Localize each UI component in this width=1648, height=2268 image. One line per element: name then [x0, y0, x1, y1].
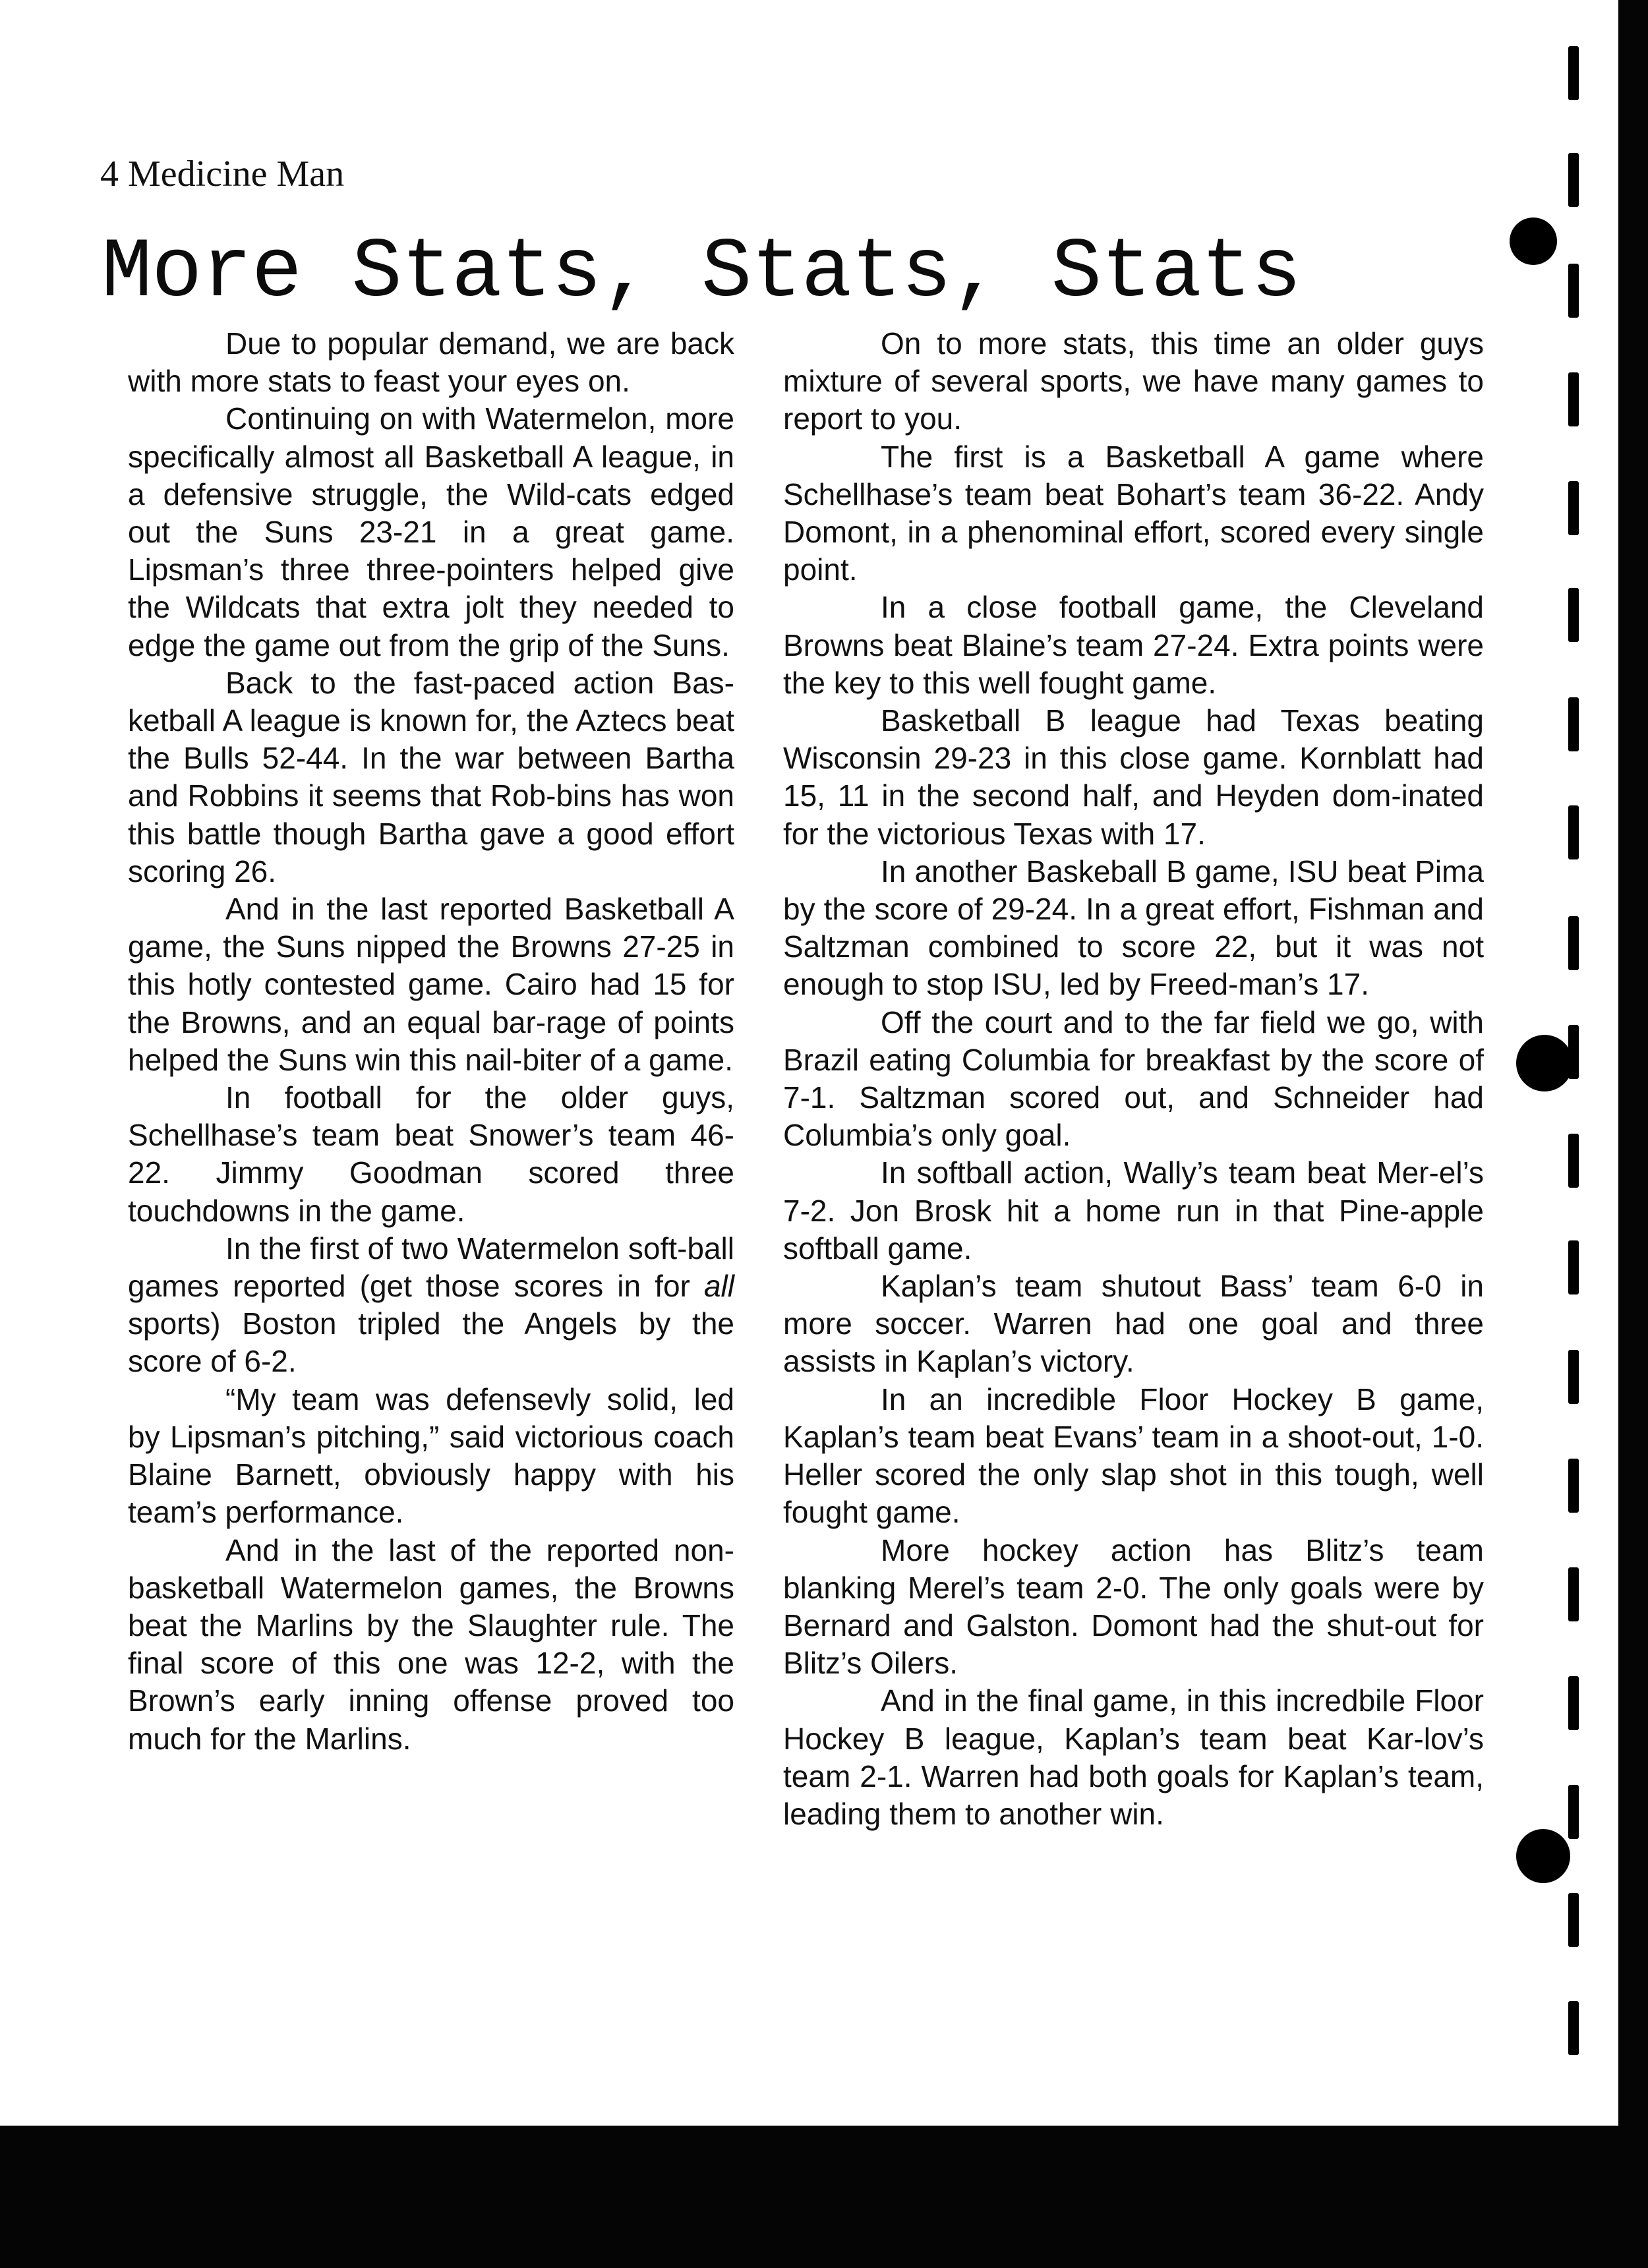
- binding-slot: [1568, 805, 1579, 859]
- article-title: More Stats, Stats, Stats: [102, 225, 1301, 321]
- emphasis-text: all: [703, 1269, 734, 1304]
- scan-background: [0, 2126, 1648, 2268]
- right-column: [783, 325, 1484, 1833]
- paragraph: In another Baskeball B game, ISU beat Pima by the score of 29-24. In a great effort, Fishman and Saltzman combined to score 22, but it was not enough to stop ISU, led by Freed-man’s 17.: [783, 854, 1484, 1002]
- paragraph: The first is a Basketball A game where Schellhase’s team beat Bohart’s team 36-22. Andy Domont, in a phenominal effort, scored every single point.: [783, 439, 1484, 587]
- paragraph: In a close football game, the Cleveland Browns beat Blaine’s team 27-24. Extra points were the key to this well fought game.: [783, 590, 1484, 700]
- binding-slot: [1568, 697, 1579, 751]
- paragraph: In an incredible Floor Hockey B game, Kaplan’s team beat Evans’ team in a shoot-out, 1-0. Heller scored the only slap shot in this tough, well fought game.: [783, 1381, 1484, 1530]
- binding-slot: [1568, 916, 1579, 970]
- paragraph: In football for the older guys, Schellhase’s team beat Snower’s team 46-22. Jimmy Goodman scored three touchdowns in the game.: [128, 1080, 734, 1228]
- paragraph: [128, 1230, 734, 1381]
- paragraph: Kaplan’s team shutout Bass’ team 6-0 in more soccer. Warren had one goal and three assists in Kaplan’s victory.: [783, 1269, 1484, 1379]
- paragraph: Continuing on with Watermelon, more specifically almost all Basketball A league, in a defensive struggle, the Wild-cats edged out the Suns 23-21 in a great game. Lipsman’s three three-pointers helped give the Wildcats that extra jolt they needed to edge the game out from the grip of the Suns.: [128, 401, 734, 662]
- paragraph: And in the last reported Basketball A game, the Suns nipped the Browns 27-25 in this hotly contested game. Cairo had 15 for the Browns, and an equal bar-rage of points helped the Suns win this nail-biter of a game.: [128, 892, 734, 1077]
- paragraph: Back to the fast-paced action Bas-ketball A league is known for, the Aztecs beat the Bulls 52-44. In the war between Bartha and Robbins it seems that Rob-bins has won this battle though Bartha gave a good effort scoring 26.: [128, 665, 734, 888]
- punch-hole: [1510, 218, 1557, 265]
- paragraph-text: sports) Boston tripled the Angels by the score of 6-2.: [128, 1306, 734, 1379]
- binding-slot: [1568, 2001, 1579, 2055]
- binding-slot: [1568, 1785, 1579, 1839]
- binding-slot: [1568, 1134, 1579, 1188]
- binding-slot: [1568, 46, 1579, 100]
- punch-hole: [1516, 1829, 1570, 1883]
- binding-slot: [1568, 1459, 1579, 1513]
- paragraph: Due to popular demand, we are back with more stats to feast your eyes on.: [128, 326, 734, 399]
- binding-slot: [1568, 1350, 1579, 1404]
- paragraph: In softball action, Wally’s team beat Mer-el’s 7-2. Jon Brosk hit a home run in that Pine-apple softball game.: [783, 1155, 1484, 1265]
- page-header: 4 Medicine Man: [100, 154, 345, 194]
- paragraph: Basketball B league had Texas beating Wisconsin 29-23 in this close game. Kornblatt had 15, 11 in the second half, and Heyden dom-inated for the victorious Texas with 17.: [783, 703, 1484, 851]
- page-edge-shadow: [1618, 0, 1648, 2126]
- paragraph: And in the final game, in this incredbile Floor Hockey B league, Kaplan’s team beat Kar-lov’s team 2-1. Warren had both goals for Kaplan’s team, leading them to another win.: [783, 1683, 1484, 1831]
- binding-slot: [1568, 1567, 1579, 1621]
- paragraph: Off the court and to the far field we go, with Brazil eating Columbia for breakfast by the score of 7-1. Saltzman scored out, and Schneider had Columbia’s only goal.: [783, 1004, 1484, 1153]
- paragraph: More hockey action has Blitz’s team blanking Merel’s team 2-0. The only goals were by Bernard and Galston. Domont had the shut-out for Blitz’s Oilers.: [783, 1532, 1484, 1681]
- binding-slot: [1568, 588, 1579, 642]
- paragraph: On to more stats, this time an older guys mixture of several sports, we have many games to report to you.: [783, 326, 1484, 436]
- binding-slot: [1568, 1893, 1579, 1947]
- paragraph-text: In the first of two Watermelon soft-ball games reported (get those scores in for: [128, 1231, 734, 1304]
- paragraph: “My team was defensevly solid, led by Lipsman’s pitching,” said victorious coach Blaine Barnett, obviously happy with his team’s performance.: [128, 1381, 734, 1530]
- binding-slot: [1568, 481, 1579, 535]
- punch-hole: [1516, 1035, 1573, 1091]
- binding-slot: [1568, 372, 1579, 426]
- binding-slot: [1568, 1676, 1579, 1730]
- paragraph: And in the last of the reported non-basketball Watermelon games, the Browns beat the Marlins by the Slaughter rule. The final score of this one was 12-2, with the Brown’s early inning offense proved too much for the Marlins.: [128, 1532, 734, 1756]
- binding-slot: [1568, 153, 1579, 207]
- binding-slot: [1568, 1240, 1579, 1294]
- left-column: [128, 325, 734, 1758]
- binding-slot: [1568, 264, 1579, 318]
